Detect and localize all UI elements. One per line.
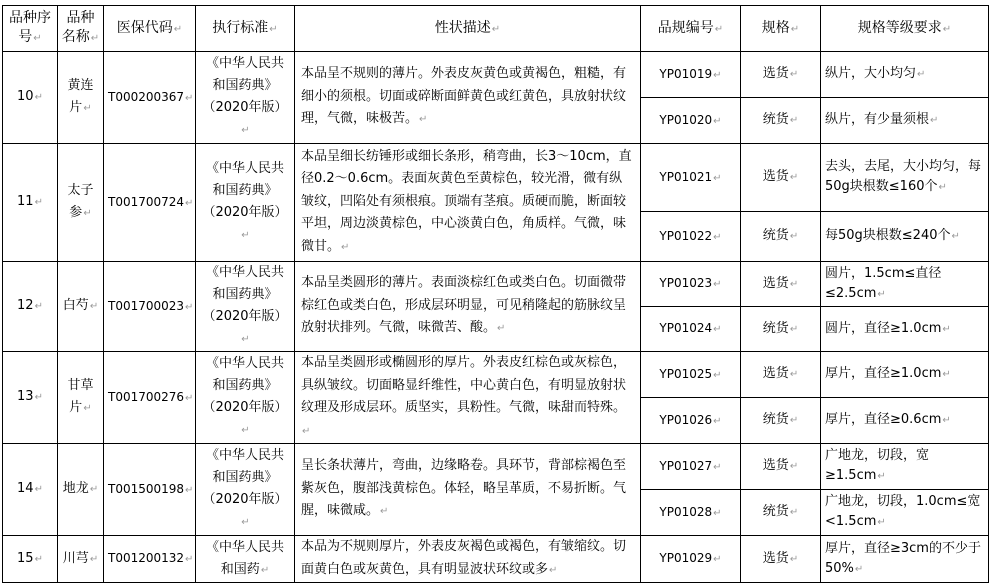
- product-name: 地龙↵: [58, 444, 104, 536]
- paragraph-mark: ↵: [789, 369, 799, 380]
- description: 本品呈类圆形或椭圆形的厚片。外表皮红棕色或灰棕色，具纵皱纹。切面略显纤维性，中心黄白色，有明显放射状纹理及形成层环。质坚实，具粉性。气微，味甜而特殊。↵: [295, 352, 641, 444]
- paragraph-mark: ↵: [89, 484, 99, 495]
- paragraph-mark: ↵: [942, 23, 952, 35]
- grade: 选货↵: [741, 144, 821, 212]
- header-cell: 品种序号↵: [3, 6, 58, 52]
- header-cell: 品种名称↵: [58, 6, 104, 52]
- row-number: 14↵: [3, 444, 58, 536]
- paragraph-mark: ↵: [917, 69, 926, 80]
- paragraph-mark: ↵: [713, 324, 722, 335]
- paragraph-mark: ↵: [942, 323, 951, 335]
- paragraph-mark: ↵: [241, 334, 250, 345]
- paragraph-mark: ↵: [713, 369, 722, 381]
- paragraph-mark: ↵: [34, 301, 43, 312]
- grade-requirement: 纵片，有少量须根↵: [821, 98, 989, 144]
- table-row: [3, 52, 989, 98]
- spec-id: YP01021↵: [641, 144, 741, 212]
- paragraph-mark: ↵: [713, 172, 722, 184]
- paragraph-mark: ↵: [380, 506, 389, 518]
- paragraph-mark: ↵: [877, 288, 886, 300]
- product-name: 白芍↵: [58, 262, 104, 352]
- paragraph-mark: ↵: [185, 301, 194, 313]
- paragraph-mark: ↵: [497, 323, 506, 335]
- description: 本品呈细长纺锤形或细长条形，稍弯曲，长3～10cm，直径0.2～0.6cm。表面灰黄色至黄棕色，较光滑，微有纵皱纹，凹陷处有须根痕。顶端有茎痕。质硬而脆，断面较平坦，周边淡黄棕色，中心淡黄白色，角质样。气微，味微甘。↵: [295, 144, 641, 262]
- paragraph-mark: ↵: [173, 23, 183, 35]
- paragraph-mark: ↵: [34, 197, 43, 208]
- paragraph-mark: ↵: [185, 554, 194, 565]
- grade: 选货↵: [741, 444, 821, 490]
- spec-id: YP01022↵: [641, 212, 741, 262]
- paragraph-mark: ↵: [789, 507, 799, 518]
- paragraph-mark: ↵: [713, 69, 722, 81]
- paragraph-mark: ↵: [90, 33, 100, 44]
- grade: 统货↵: [741, 212, 821, 262]
- row-number: 13↵: [3, 352, 58, 444]
- paragraph-mark: ↵: [491, 23, 501, 35]
- paragraph-mark: ↵: [241, 517, 250, 528]
- description: 本品呈类圆形的薄片。表面淡棕红色或类白色。切面微带棕红色或类白色，形成层环明显，可见稍隆起的筋脉纹呈放射状排列。气微，味微苦、酸。↵: [295, 262, 641, 352]
- row-number: 10↵: [3, 52, 58, 144]
- paragraph-mark: ↵: [714, 23, 724, 35]
- paragraph-mark: ↵: [789, 172, 799, 183]
- header-row: [3, 6, 989, 52]
- product-name: 太子参↵: [58, 144, 104, 262]
- paragraph-mark: ↵: [34, 484, 43, 495]
- table-row: [3, 536, 989, 583]
- paragraph-mark: ↵: [713, 115, 722, 127]
- spec-id: YP01024↵: [641, 307, 741, 352]
- paragraph-mark: ↵: [854, 563, 864, 575]
- paragraph-mark: ↵: [33, 33, 42, 44]
- paragraph-mark: ↵: [185, 484, 194, 496]
- paragraph-mark: ↵: [419, 114, 428, 126]
- paragraph-mark: ↵: [241, 425, 250, 436]
- grade-requirement: 厚片，直径≥3cm的不少于50%↵: [821, 536, 989, 583]
- description: 本品呈不规则的薄片。外表皮灰黄色或黄褐色，粗糙，有细小的须根。切面或碎断面鲜黄色或红黄色，具放射状纹理，气微，味极苦。↵: [295, 52, 641, 144]
- spec-id: YP01020↵: [641, 98, 741, 144]
- insurance-code: T001500198↵: [104, 444, 196, 536]
- paragraph-mark: ↵: [713, 507, 722, 519]
- paragraph-mark: ↵: [877, 471, 886, 482]
- paragraph-mark: ↵: [241, 125, 250, 136]
- paragraph-mark: ↵: [713, 231, 722, 243]
- standard: 《中华人民共和国药典》（2020年版）↵: [196, 144, 295, 262]
- grade-requirement: 圆片，直径≥1.0cm↵: [821, 307, 989, 352]
- grade: 统货↵: [741, 490, 821, 536]
- grade-requirement: 广地龙，切段，宽≥1.5cm↵: [821, 444, 989, 490]
- paragraph-mark: ↵: [951, 231, 960, 242]
- row-number: 12↵: [3, 262, 58, 352]
- paragraph-mark: ↵: [789, 415, 799, 426]
- insurance-code: T001700276↵: [104, 352, 196, 444]
- paragraph-mark: ↵: [942, 369, 951, 380]
- paragraph-mark: ↵: [930, 115, 939, 126]
- paragraph-mark: ↵: [789, 231, 799, 242]
- header-cell: 医保代码↵: [104, 6, 196, 52]
- paragraph-mark: ↵: [341, 241, 350, 253]
- table-row: [3, 262, 989, 307]
- paragraph-mark: ↵: [34, 92, 43, 103]
- grade-requirement: 厚片，直径≥0.6cm↵: [821, 398, 989, 444]
- paragraph-mark: ↵: [83, 208, 92, 219]
- spec-id: YP01023↵: [641, 262, 741, 307]
- paragraph-mark: ↵: [185, 92, 194, 104]
- paragraph-mark: ↵: [877, 517, 886, 528]
- paragraph-mark: ↵: [260, 564, 270, 576]
- row-number: 11↵: [3, 144, 58, 262]
- header-cell: 品规编号↵: [641, 6, 741, 52]
- standard: 《中华人民共和国药↵: [196, 536, 295, 583]
- grade: 统货↵: [741, 307, 821, 352]
- description: 本品为不规则厚片，外表皮灰褐色或褐色，有皱缩纹。切面黄白色或灰黄色，具有明显波状环纹或多↵: [295, 536, 641, 583]
- paragraph-mark: ↵: [789, 69, 799, 80]
- paragraph-mark: ↵: [185, 197, 194, 209]
- paragraph-mark: ↵: [713, 461, 722, 473]
- grade-requirement: 圆片，1.5cm≤直径≤2.5cm↵: [821, 262, 989, 307]
- paragraph-mark: ↵: [789, 323, 799, 335]
- paragraph-mark: ↵: [789, 553, 799, 565]
- paragraph-mark: ↵: [34, 392, 43, 403]
- insurance-code: T001200132↵: [104, 536, 196, 583]
- grade-requirement: 纵片，大小均匀↵: [821, 52, 989, 98]
- table-row: [3, 444, 989, 490]
- standard: 《中华人民共和国药典》（2020年版）↵: [196, 444, 295, 536]
- paragraph-mark: ↵: [789, 461, 799, 472]
- paragraph-mark: ↵: [790, 23, 800, 35]
- paragraph-mark: ↵: [89, 301, 99, 312]
- description: 呈长条状薄片，弯曲，边缘略卷。具环节，背部棕褐色至紫灰色，腹部浅黄棕色。体轻，略呈革质，不易折断。气腥，味微咸。↵: [295, 444, 641, 536]
- spec-id: YP01026↵: [641, 398, 741, 444]
- paragraph-mark: ↵: [83, 403, 92, 414]
- standard: 《中华人民共和国药典》（2020年版）↵: [196, 52, 295, 144]
- insurance-code: T001700724↵: [104, 144, 196, 262]
- paragraph-mark: ↵: [34, 553, 43, 565]
- grade: 选货↵: [741, 536, 821, 583]
- product-name: 川芎↵: [58, 536, 104, 583]
- table-row: [3, 144, 989, 212]
- insurance-code: T001700023↵: [104, 262, 196, 352]
- standard: 《中华人民共和国药典》（2020年版）↵: [196, 352, 295, 444]
- grade: 统货↵: [741, 398, 821, 444]
- paragraph-mark: ↵: [789, 278, 799, 290]
- paragraph-mark: ↵: [713, 554, 722, 565]
- grade: 选货↵: [741, 52, 821, 98]
- paragraph-mark: ↵: [83, 103, 92, 114]
- grade-requirement: 每50g块根数≤240个↵: [821, 212, 989, 262]
- paragraph-mark: ↵: [185, 392, 194, 404]
- paragraph-mark: ↵: [549, 564, 558, 576]
- paragraph-mark: ↵: [938, 182, 947, 193]
- spec-id: YP01027↵: [641, 444, 741, 490]
- table-row: [3, 352, 989, 398]
- standard: 《中华人民共和国药典》（2020年版）↵: [196, 262, 295, 352]
- row-number: 15↵: [3, 536, 58, 583]
- paragraph-mark: ↵: [942, 415, 951, 426]
- product-name: 甘草片↵: [58, 352, 104, 444]
- paragraph-mark: ↵: [713, 415, 722, 427]
- grade-requirement: 广地龙，切段，1.0cm≤宽<1.5cm↵: [821, 490, 989, 536]
- paragraph-mark: ↵: [302, 425, 311, 437]
- spec-id: YP01029↵: [641, 536, 741, 583]
- grade-requirement: 厚片，直径≥1.0cm↵: [821, 352, 989, 398]
- grade-requirement: 去头，去尾，大小均匀，每50g块根数≤160个↵: [821, 144, 989, 212]
- header-cell: 规格等级要求↵: [821, 6, 989, 52]
- header-cell: 规格↵: [741, 6, 821, 52]
- spec-id: YP01025↵: [641, 352, 741, 398]
- header-cell: 执行标准↵: [196, 6, 295, 52]
- paragraph-mark: ↵: [89, 553, 99, 565]
- spec-table: [2, 5, 989, 583]
- paragraph-mark: ↵: [789, 115, 799, 126]
- grade: 统货↵: [741, 98, 821, 144]
- insurance-code: T000200367↵: [104, 52, 196, 144]
- paragraph-mark: ↵: [241, 230, 250, 241]
- product-name: 黄连片↵: [58, 52, 104, 144]
- spec-id: YP01028↵: [641, 490, 741, 536]
- paragraph-mark: ↵: [269, 23, 278, 35]
- header-cell: 性状描述↵: [295, 6, 641, 52]
- grade: 选货↵: [741, 262, 821, 307]
- grade: 选货↵: [741, 352, 821, 398]
- spec-id: YP01019↵: [641, 52, 741, 98]
- paragraph-mark: ↵: [713, 279, 722, 290]
